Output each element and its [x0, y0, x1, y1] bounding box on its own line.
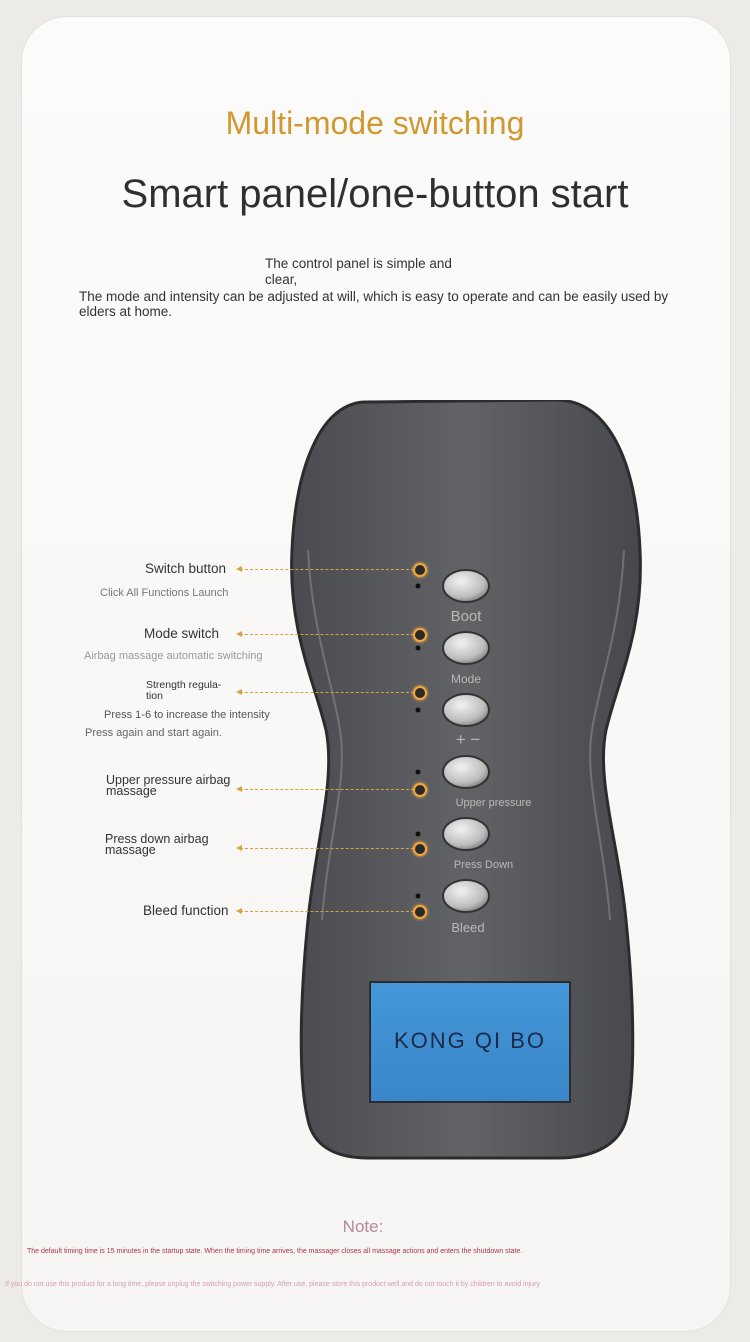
callout-desc-strength-2: Press again and start again. — [85, 727, 222, 739]
callout-label-switch: Switch button — [145, 561, 227, 576]
leader-line — [240, 569, 414, 570]
plus-minus-label: + − — [455, 730, 481, 749]
display-text: KONG QI BO — [393, 1028, 547, 1053]
leader-line — [240, 634, 414, 635]
callout-label-press-down: Press down airbag massage — [105, 832, 209, 857]
marker-icon — [413, 686, 427, 700]
mode-button — [443, 632, 489, 664]
callout-desc-mode: Airbag massage automatic switching — [84, 650, 263, 662]
callout-label-mode: Mode switch — [144, 626, 220, 641]
bleed-label: Bleed — [451, 920, 485, 935]
marker-icon — [413, 628, 427, 642]
marker-icon — [413, 783, 427, 797]
note-line-2: If you do not use this product for a long time, please unplug the switching power supply. After use, please store this product well and do not touch it by children to avoid injury — [5, 1281, 540, 1288]
leader-line — [240, 789, 414, 790]
upper-pressure-label: Upper pressure — [455, 797, 532, 809]
boot-label: Boot — [450, 608, 482, 625]
callout-label-bleed: Bleed function — [143, 903, 229, 918]
press-down-label: Press Down — [453, 859, 514, 871]
callout-label-upper-pressure: Upper pressure airbag massage — [106, 773, 231, 798]
press-down-button — [443, 818, 489, 850]
section-subtitle: Multi-mode switching — [225, 105, 525, 141]
strength-button — [443, 694, 489, 726]
leader-line — [240, 692, 414, 693]
section-title: Smart panel/one-button start — [121, 172, 629, 216]
callout-desc-strength: Press 1-6 to increase the intensity — [104, 709, 270, 721]
intro-text-1: The control panel is simple and clear, — [265, 256, 452, 287]
mode-label: Mode — [450, 672, 482, 686]
note-line-1: The default timing time is 15 minutes in the startup state. When the timing time arrives, the massager closes all massage actions and enters the shutdown state. — [27, 1248, 523, 1255]
bleed-button — [443, 880, 489, 912]
callout-desc-switch: Click All Functions Launch — [100, 587, 229, 599]
callout-label-strength: Strength regula-tion — [146, 679, 222, 702]
leader-line — [240, 911, 414, 912]
marker-icon — [413, 842, 427, 856]
upper-pressure-button — [443, 756, 489, 788]
boot-button — [443, 570, 489, 602]
intro-text-2: The mode and intensity can be adjusted at will, which is easy to operate and can be easily used by elders at home. — [79, 289, 669, 319]
note-title: Note: — [342, 1217, 384, 1236]
marker-icon — [413, 563, 427, 577]
marker-icon — [413, 905, 427, 919]
leader-line — [240, 848, 414, 849]
